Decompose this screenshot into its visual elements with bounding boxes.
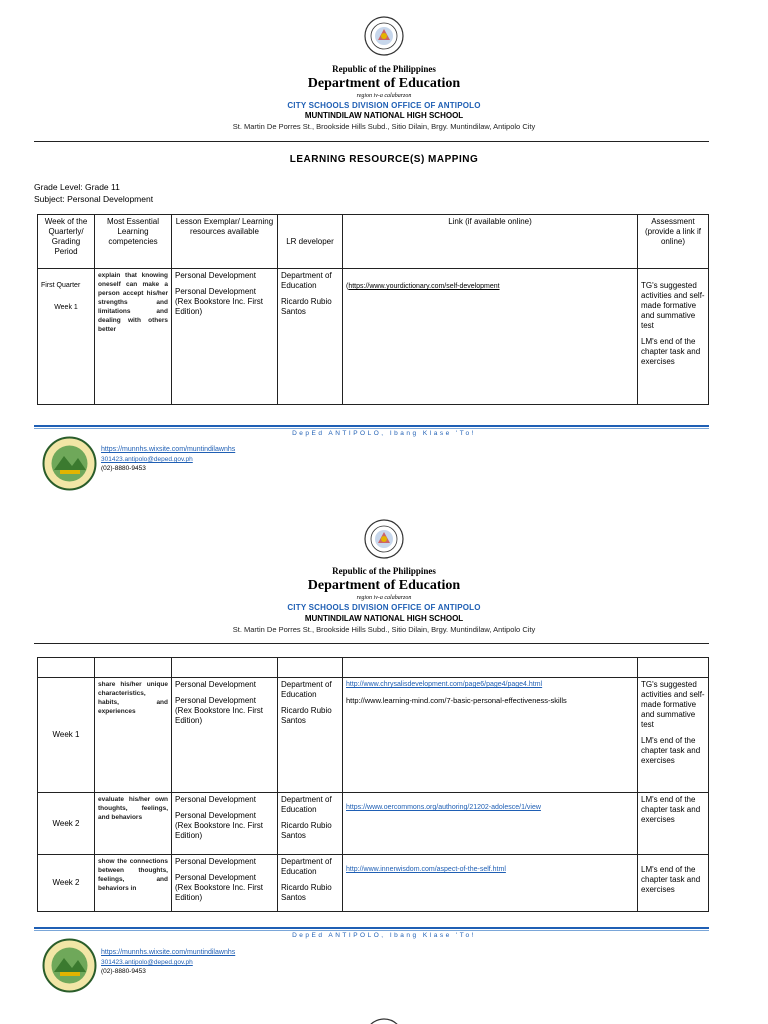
header-divider xyxy=(34,643,709,644)
competency-cell: explain that knowing oneself can make a person accept his/her strengths and limitations and dealing with others better xyxy=(95,269,172,405)
website-link[interactable]: https://munnhs.wixsite.com/muntindilawnhs xyxy=(101,446,236,453)
resource-link[interactable]: https://www.oercommons.org/authoring/21202-adolesce/1/view xyxy=(346,804,541,811)
email-link[interactable]: 301423.antipolo@deped.gov.ph xyxy=(101,456,193,463)
developer-cell xyxy=(278,269,343,405)
footer-divider xyxy=(34,927,709,929)
assessment-cell xyxy=(638,678,709,793)
developer-cell xyxy=(278,793,343,855)
link-cell xyxy=(343,793,638,855)
mapping-table-1 xyxy=(37,214,709,405)
website-link[interactable]: https://munnhs.wixsite.com/muntindilawnhs xyxy=(101,949,236,956)
resource-primary: Personal Development xyxy=(175,680,256,689)
republic-label: Republic of the Philippines xyxy=(332,566,436,576)
developer-secondary: Ricardo Rubio Santos xyxy=(281,297,332,316)
division-label: CITY SCHOOLS DIVISION OFFICE OF ANTIPOLO xyxy=(287,101,481,110)
competency-cell: show the connections between thoughts, feelings, and behaviors in xyxy=(95,855,172,912)
footer-phone: (02)-8880-9453 xyxy=(101,968,146,975)
resource-cell xyxy=(172,855,278,912)
link-prefix: ( xyxy=(346,283,349,290)
department-title: Department of Education xyxy=(307,76,461,91)
footer-tagline: DepEd ANTIPOLO, Ibang Klase 'To! xyxy=(292,932,476,939)
assessment-cell xyxy=(638,269,709,405)
developer-primary: Department of Education xyxy=(281,271,332,290)
region-label: region iv-a calabarzon xyxy=(356,93,412,99)
deped-seal-icon xyxy=(364,519,404,559)
week-cell: Week 1 xyxy=(38,678,95,793)
deped-seal-icon xyxy=(364,16,404,56)
footer-website[interactable] xyxy=(101,949,235,956)
developer-secondary: Ricardo Rubio Santos xyxy=(281,706,332,725)
developer-primary: Department of Education xyxy=(281,680,332,699)
week-cell: Week 2 xyxy=(38,793,95,855)
school-address: St. Martin De Porres St., Brookside Hills Subd., Sitio Dilain, Brgy. Muntindilaw, Antipolo City xyxy=(232,122,536,131)
school-logo-icon xyxy=(42,938,97,993)
email-link[interactable]: 301423.antipolo@deped.gov.ph xyxy=(101,959,193,966)
resource-cell xyxy=(172,269,278,405)
header-week: Week of the Quarterly/ Grading Period xyxy=(38,215,95,269)
table-row xyxy=(38,678,709,793)
header-resources: Lesson Exemplar/ Learning resources available xyxy=(172,215,278,269)
developer-cell xyxy=(278,855,343,912)
resource-primary: Personal Development xyxy=(175,271,256,280)
competency-cell: evaluate his/her own thoughts, feelings, and behaviors xyxy=(95,793,172,855)
developer-secondary: Ricardo Rubio Santos xyxy=(281,883,332,902)
footer-tagline: DepEd ANTIPOLO, Ibang Klase 'To! xyxy=(292,430,476,437)
resource-cell xyxy=(172,678,278,793)
school-address: St. Martin De Porres St., Brookside Hills Subd., Sitio Dilain, Brgy. Muntindilaw, Antipolo City xyxy=(232,625,536,634)
resource-secondary: Personal Development (Rex Bookstore Inc. First Edition) xyxy=(175,696,264,725)
week-cell: Week 2 xyxy=(38,855,95,912)
footer-website[interactable] xyxy=(101,446,235,453)
resource-secondary: Personal Development (Rex Bookstore Inc. First Edition) xyxy=(175,873,264,902)
school-name: MUNTINDILAW NATIONAL HIGH SCHOOL xyxy=(304,111,464,120)
resource-secondary: Personal Development (Rex Bookstore Inc. First Edition) xyxy=(175,287,264,316)
footer-email[interactable] xyxy=(101,456,193,463)
quarter-label: First Quarter xyxy=(41,282,81,289)
document-title: LEARNING RESOURCE(S) MAPPING xyxy=(289,154,479,165)
subject: Subject: Personal Development xyxy=(34,194,154,204)
developer-secondary: Ricardo Rubio Santos xyxy=(281,821,332,840)
footer-divider xyxy=(34,425,709,427)
school-name: MUNTINDILAW NATIONAL HIGH SCHOOL xyxy=(304,614,464,623)
resource-link[interactable]: http://www.chrysalisdevelopment.com/page6/page4/page4.html xyxy=(346,681,543,688)
resource-primary: Personal Development xyxy=(175,857,256,866)
developer-primary: Department of Education xyxy=(281,857,332,876)
footer-divider-thin xyxy=(34,428,709,429)
footer-phone: (02)-8880-9453 xyxy=(101,465,146,472)
header-link: Link (if available online) xyxy=(343,215,638,269)
footer-divider-thin xyxy=(34,930,709,931)
resource-link-plain: http://www.learning-mind.com/7-basic-personal-effectiveness-skills xyxy=(346,696,567,705)
assessment-primary: LM's end of the chapter task and exercises xyxy=(641,795,701,824)
republic-label: Republic of the Philippines xyxy=(332,64,436,74)
assessment-primary: TG's suggested activities and self-made formative and summative test xyxy=(641,281,705,330)
table-header-row-empty xyxy=(38,658,709,678)
assessment-secondary: LM's end of the chapter task and exercises xyxy=(641,337,701,366)
table-row xyxy=(38,793,709,855)
resource-link[interactable]: http://www.innerwisdom.com/aspect-of-the-self.html xyxy=(346,866,506,873)
school-logo-icon xyxy=(42,436,97,491)
assessment-cell xyxy=(638,855,709,912)
week-label: Week 1 xyxy=(54,304,78,311)
assessment-primary: LM's end of the chapter task and exercises xyxy=(641,865,701,894)
division-label: CITY SCHOOLS DIVISION OFFICE OF ANTIPOLO xyxy=(287,603,481,612)
header-developer: LR developer xyxy=(278,215,343,269)
deped-seal-icon xyxy=(364,1018,404,1024)
header-competencies: Most Essential Learning competencies xyxy=(95,215,172,269)
resource-primary: Personal Development xyxy=(175,795,256,804)
week-cell xyxy=(38,269,95,405)
department-title: Department of Education xyxy=(307,578,461,593)
header-divider xyxy=(34,141,709,142)
footer-email[interactable] xyxy=(101,959,193,966)
header-assessment: Assessment (provide a link if online) xyxy=(638,215,709,269)
assessment-primary: TG's suggested activities and self-made formative and summative test xyxy=(641,680,705,729)
resource-link[interactable]: https://www.yourdictionary.com/self-development xyxy=(348,283,500,290)
link-cell xyxy=(343,678,638,793)
assessment-secondary: LM's end of the chapter task and exercises xyxy=(641,736,701,765)
region-label: region iv-a calabarzon xyxy=(356,595,412,601)
table-row xyxy=(38,855,709,912)
table-row xyxy=(38,269,709,405)
mapping-table-2 xyxy=(37,657,709,912)
link-cell xyxy=(343,269,638,405)
competency-cell: share his/her unique characteristics, habits, and experiences xyxy=(95,678,172,793)
developer-primary: Department of Education xyxy=(281,795,332,814)
resource-secondary: Personal Development (Rex Bookstore Inc. First Edition) xyxy=(175,811,264,840)
developer-cell xyxy=(278,678,343,793)
assessment-cell xyxy=(638,793,709,855)
resource-cell xyxy=(172,793,278,855)
grade-level: Grade Level: Grade 11 xyxy=(34,182,120,192)
link-cell xyxy=(343,855,638,912)
